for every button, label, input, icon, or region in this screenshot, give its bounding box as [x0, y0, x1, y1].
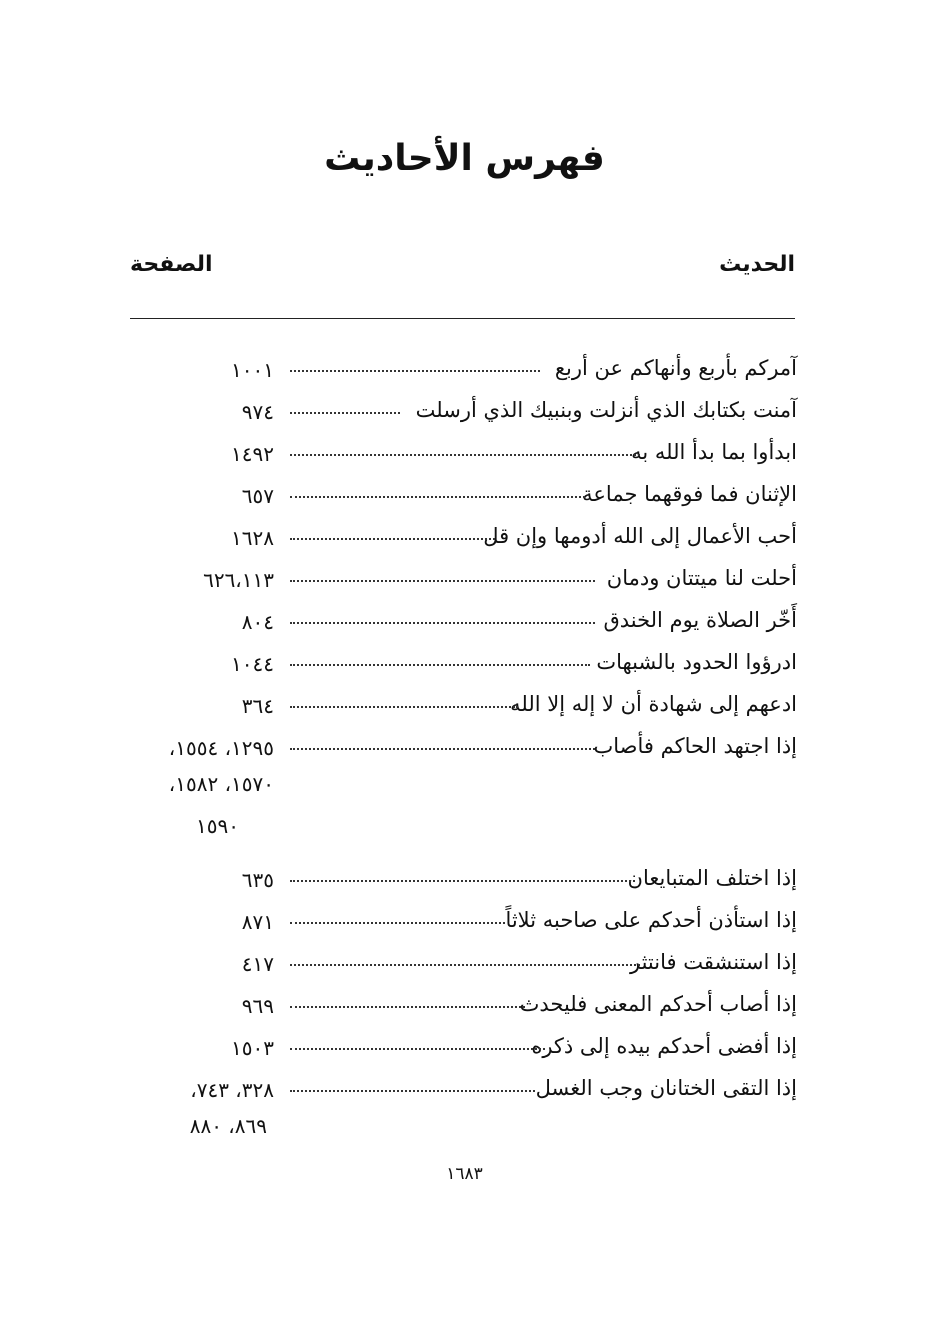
page-numbers-continued: ٨٦٩، ٨٨٠: [189, 1114, 267, 1138]
hadith-text: إذا أفضى أحدكم بيده إلى ذكره: [531, 1034, 797, 1058]
hadith-text: آمنت بكتابك الذي أنزلت وبنبيك الذي أرسلت: [415, 398, 797, 422]
hadith-text: أحب الأعمال إلى الله أدومها وإن قل: [483, 524, 797, 548]
hadith-text: ابدأوا بما بدأ الله به: [631, 440, 797, 464]
index-entry: [0, 862, 929, 902]
leader-dots: [290, 538, 495, 540]
hadith-text: إذا أصاب أحدكم المعنى فليحدث: [519, 992, 797, 1016]
index-entry: [0, 904, 929, 944]
hadith-text: ادرؤوا الحدود بالشبهات: [596, 650, 797, 674]
index-entry: [0, 730, 929, 770]
leader-dots: [290, 880, 635, 882]
hadith-text: إذا اجتهد الحاكم فأصاب: [593, 734, 797, 758]
index-entry: [0, 436, 929, 476]
index-entry: [0, 520, 929, 560]
leader-dots: [290, 1090, 535, 1092]
page-numbers: ٤١٧: [241, 952, 274, 976]
column-header-page: الصفحة: [130, 252, 213, 277]
page-numbers: ٦٣٥: [241, 868, 274, 892]
index-entry: [0, 394, 929, 434]
leader-dots: [290, 922, 505, 924]
index-entry: [0, 478, 929, 518]
hadith-text: إذا استنشقت فانتثر: [630, 950, 797, 974]
page-numbers: ٣٢٨، ٧٤٣،: [190, 1078, 274, 1102]
page-numbers: ٩٧٤: [241, 400, 274, 424]
index-entry: [0, 352, 929, 392]
page-numbers: ٨٠٤: [241, 610, 274, 634]
leader-dots: [290, 412, 400, 414]
leader-dots: [290, 1048, 545, 1050]
hadith-text: أحلت لنا ميتتان ودمان: [606, 566, 797, 590]
hadith-text: الإثنان فما فوقهما جماعة: [582, 482, 797, 506]
index-entry: [0, 604, 929, 644]
page-numbers: ١٠٤٤: [231, 652, 274, 676]
page-numbers: ١٦٢٨: [231, 526, 274, 550]
index-entry: [0, 688, 929, 728]
leader-dots: [290, 1006, 525, 1008]
leader-dots: [290, 496, 585, 498]
page-numbers: ٨٧١: [241, 910, 274, 934]
page-numbers: ٦٢٦،١١٣: [203, 568, 274, 592]
leader-dots: [290, 622, 595, 624]
leader-dots: [290, 748, 595, 750]
index-entry: [0, 988, 929, 1028]
hadith-text: إذا التقى الختانان وجب الغسل: [535, 1076, 797, 1100]
hadith-text: إذا اختلف المتبايعان: [627, 866, 797, 890]
page-numbers: ٦٥٧: [241, 484, 274, 508]
page-numbers-continued: ١٥٩٠: [196, 814, 239, 838]
leader-dots: [290, 454, 640, 456]
leader-dots: [290, 706, 518, 708]
leader-dots: [290, 580, 595, 582]
hadith-text: إذا استأذن أحدكم على صاحبه ثلاثاً: [505, 908, 797, 932]
index-entry: [0, 946, 929, 986]
page-numbers: ١٠٠١: [231, 358, 274, 382]
page-numbers: ١٥٠٣: [231, 1036, 274, 1060]
leader-dots: [290, 664, 590, 666]
page-numbers: ٣٦٤: [241, 694, 274, 718]
hadith-text: ادعهم إلى شهادة أن لا إله إلا الله: [510, 692, 797, 716]
leader-dots: [290, 370, 540, 372]
page-numbers-continued: ١٥٧٠، ١٥٨٢،: [168, 772, 274, 796]
page-numbers: ١٤٩٢: [231, 442, 274, 466]
leader-dots: [290, 964, 640, 966]
page-numbers: ١٢٩٥، ١٥٥٤،: [168, 736, 274, 760]
hadith-text: أَخّر الصلاة يوم الخندق: [603, 608, 797, 632]
page-numbers: ٩٦٩: [241, 994, 274, 1018]
header-divider: [130, 318, 795, 319]
page-title: فهرس الأحاديث: [324, 138, 605, 179]
column-header-hadith: الحديث: [719, 252, 795, 277]
index-entry: [0, 646, 929, 686]
page-number-footer: ١٦٨٣: [446, 1164, 483, 1184]
index-entry: [0, 1030, 929, 1070]
hadith-text: آمركم بأربع وأنهاكم عن أربع: [554, 356, 797, 380]
index-entry: [0, 1072, 929, 1112]
index-entry: [0, 562, 929, 602]
